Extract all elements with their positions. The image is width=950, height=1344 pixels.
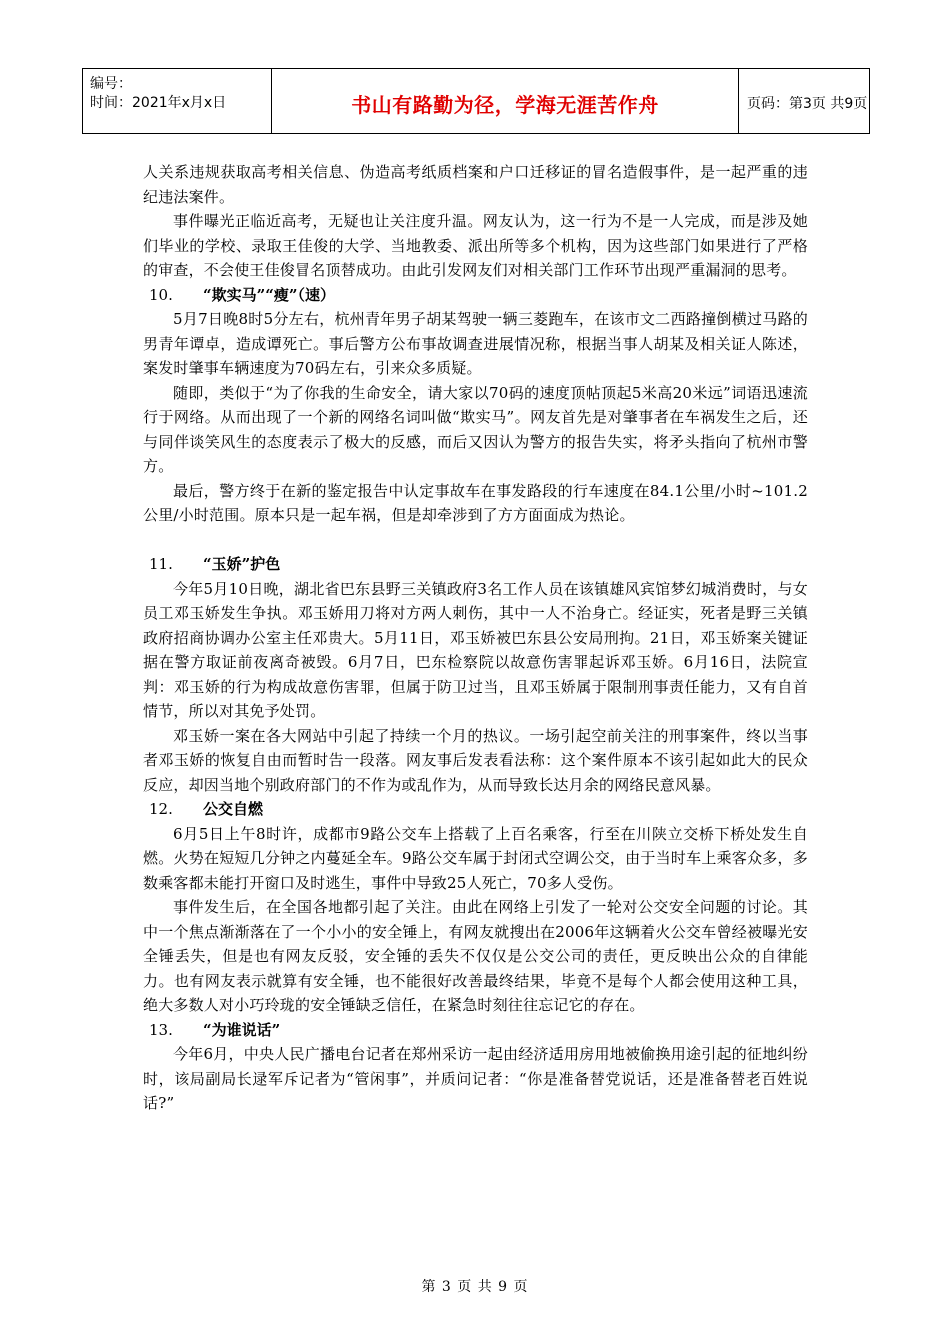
paragraph: 事件曝光正临近高考，无疑也让关注度升温。网友认为，这一行为不是一人完成，而是涉及她们毕业的学校、录取王佳俊的大学、当地教委、派出所等多个机构，因为这些部门如果进行了严格的审查，不会使王佳俊冒名顶替成功。由此引发网友们对相关部门工作环节出现严重漏洞的思考。 xyxy=(143,212,808,279)
paragraph: 今年6月，中央人民广播电台记者在郑州采访一起由经济适用房用地被偷换用途引起的征地纠纷时，该局副局长逯军斥记者为“管闲事”，并质问记者：“你是准备替党说话，还是准备替老百姓说话?” xyxy=(143,1045,808,1112)
section-title: “玉娇”护色 xyxy=(203,555,281,573)
page-label: 页码：第3页 共9页 xyxy=(747,96,868,112)
document-body xyxy=(143,160,808,1116)
section-heading-11 xyxy=(143,552,808,577)
header-motto-cell xyxy=(272,69,739,133)
section-number: 10. xyxy=(149,285,173,304)
paragraph: 5月7日晚8时5分左右，杭州青年男子胡某驾驶一辆三菱跑车，在该市文二西路撞倒横过马路的男青年谭卓，造成谭死亡。事后警方公布事故调查进展情况称，根据当事人胡某及相关证人陈述，案发时肇事车辆速度为70码左右，引来众多质疑。 xyxy=(143,310,808,377)
paragraph: 6月5日上午8时许，成都市9路公交车上搭载了上百名乘客，行至在川陕立交桥下桥处发生自燃。火势在短短几分钟之内蔓延全车。9路公交车属于封闭式空调公交，由于当时车上乘客众多，多数乘客都未能打开窗口及时逃生，事件中导致25人死亡，70多人受伤。 xyxy=(143,824,808,892)
blank-line xyxy=(143,528,808,553)
paragraph: 事件发生后，在全国各地都引起了关注。由此在网络上引发了一轮对公交安全问题的讨论。其中一个焦点渐渐落在了一个小小的安全锤上，有网友就搜出在2006年这辆着火公交车曾经被曝光安全锤丢失，但是也有网友反驳，安全锤的丢失不仅仅是公交公司的责任，更反映出公众的自律能力。也有网友表示就算有安全锤，也不能很好改善最终结果，毕竟不是每个人都会使用这种工具，绝大多数人对小巧玲珑的安全锤缺乏信任，在紧急时刻往往忘记它的存在。 xyxy=(143,898,808,1014)
section-title: “为谁说话” xyxy=(203,1020,281,1039)
paragraph: 最后，警方终于在新的鉴定报告中认定事故车在事发路段的行车速度在84.1公里/小时~101.2公里/小时范围。原本只是一起车祸，但是却牵涉到了方方面面成为热论。 xyxy=(143,481,808,524)
paragraph: 今年5月10日晚，湖北省巴东县野三关镇政府3名工作人员在该镇雄风宾馆梦幻城消费时，与女员工邓玉娇发生争执。邓玉娇用刀将对方两人刺伤，其中一人不治身亡。经证实，死者是野三关镇政府招商协调办公室主任邓贵大。5月11日，邓玉娇被巴东县公安局刑拘。21日，邓玉娇案关键证据在警方取证前夜离奇被毁。6月7日，巴东检察院以故意伤害罪起诉邓玉娇。6月16日，法院宣判：邓玉娇的行为构成故意伤害罪，但属于防卫过当，且邓玉娇属于限制刑事责任能力，又有自首情节，所以对其免予处罚。 xyxy=(143,579,808,720)
section-number: 13. xyxy=(149,1020,173,1039)
paragraph: 邓玉娇一案在各大网站中引起了持续一个月的热议。一场引起空前关注的刑事案件，终以当事者邓玉娇的恢复自由而暂时告一段落。网友事后发表看法称：这个案件原本不该引起如此大的民众反应，却因当地个别政府部门的不作为或乱作为，从而导致长达月余的网络民意风暴。 xyxy=(143,726,808,794)
section-heading-10 xyxy=(143,283,808,308)
section-number: 11. xyxy=(149,555,173,573)
time-label: 时间：2021年x月x日 xyxy=(90,95,227,111)
paragraph-continued: 人关系违规获取高考相关信息、伪造高考纸质档案和户口迁移证的冒名造假事件，是一起严重的违纪违法案件。 xyxy=(143,163,808,206)
header-page-cell xyxy=(739,69,869,133)
paragraph: 随即，类似于“为了你我的生命安全，请大家以70码的速度顶帖顶起5米高20米远”词语迅速流行于网络。从而出现了一个新的网络名词叫做“欺实马”。网友首先是对肇事者在车祸发生之后，还与同伴谈笑风生的态度表示了极大的反感，而后又因认为警方的报告失实，将矛头指向了杭州市警方。 xyxy=(143,383,808,475)
header-box xyxy=(82,68,870,134)
header-info-cell xyxy=(83,69,272,133)
section-title: “欺实马”“瘦”（速） xyxy=(203,285,336,304)
section-title: 公交自燃 xyxy=(203,800,264,818)
serial-label: 编号： xyxy=(90,76,132,92)
motto: 书山有路勤为径，学海无涯苦作舟 xyxy=(351,93,659,117)
section-heading-12 xyxy=(143,797,808,822)
section-heading-13 xyxy=(143,1018,808,1043)
page-footer: 第 3 页 共 9 页 xyxy=(421,1279,529,1295)
section-number: 12. xyxy=(149,800,173,818)
